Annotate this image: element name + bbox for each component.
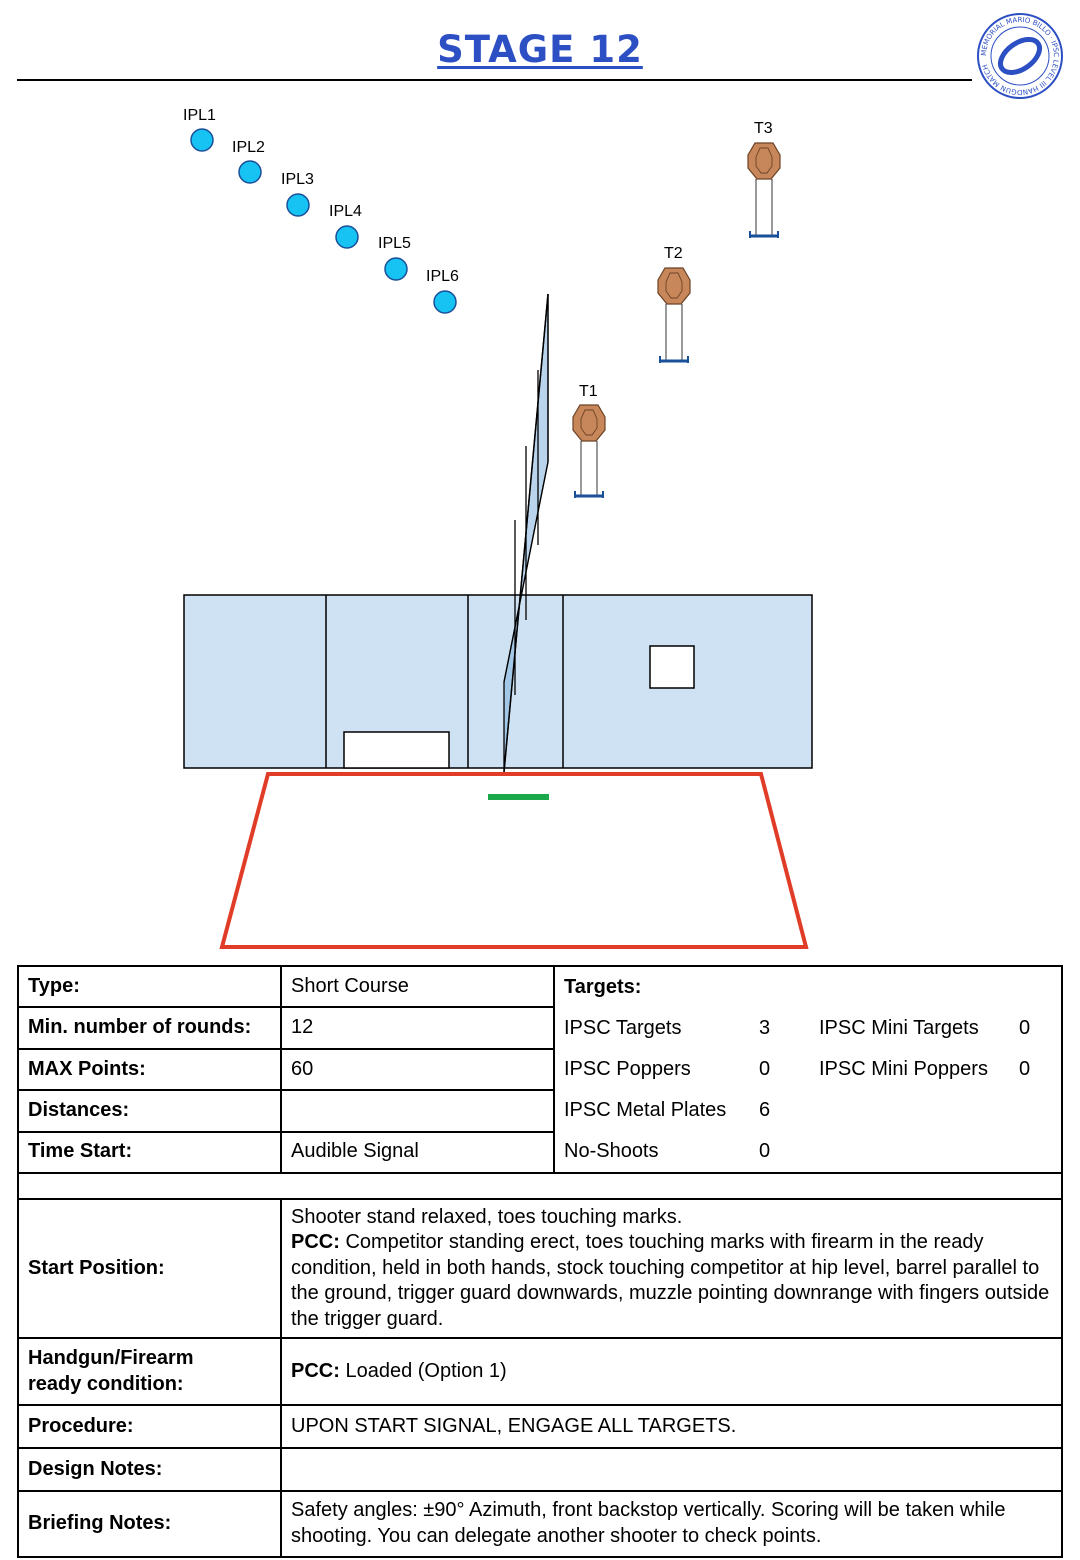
time-start-value: Audible Signal <box>281 1132 554 1173</box>
ipsc-target-t3 <box>748 120 780 238</box>
design-notes-value <box>281 1448 1062 1491</box>
briefing-notes-label: Briefing Notes: <box>18 1491 281 1557</box>
no-shoots-count: 0 <box>759 1139 771 1162</box>
time-start-label: Time Start: <box>18 1132 281 1173</box>
ipsc-targets-count: 3 <box>759 1016 771 1039</box>
type-value: Short Course <box>281 966 554 1007</box>
ready-condition-label-line2: ready condition: <box>28 1372 184 1395</box>
type-label: Type: <box>18 966 281 1007</box>
plate-label: IPL3 <box>281 171 314 188</box>
ipsc-mini-targets-count: 0 <box>1019 1016 1031 1039</box>
distances-label: Distances: <box>18 1090 281 1131</box>
spacer-row <box>18 1173 1062 1199</box>
wall-structure <box>184 595 812 768</box>
plate-label: IPL5 <box>378 235 411 252</box>
target-label: T2 <box>664 245 683 262</box>
max-points-label: MAX Points: <box>18 1049 281 1090</box>
metal-plate-ipl5 <box>378 235 411 280</box>
rounds-value: 12 <box>281 1007 554 1048</box>
metal-plates-count: 6 <box>759 1098 771 1121</box>
ipsc-poppers-count: 0 <box>759 1057 771 1080</box>
target-label: T1 <box>579 383 598 400</box>
ipsc-target-t1 <box>573 383 605 498</box>
plate-label: IPL6 <box>426 268 459 285</box>
procedure-value: UPON START SIGNAL, ENGAGE ALL TARGETS. <box>281 1405 1062 1448</box>
plate-label: IPL1 <box>183 107 216 124</box>
window-port <box>650 646 694 688</box>
pcc-label: PCC: <box>291 1359 340 1382</box>
briefing-notes-value: Safety angles: ±90° Azimuth, front backstop vertically. Scoring will be taken while shooting. You can delegate another shooter to check points. <box>281 1491 1062 1557</box>
ipsc-target-t2 <box>658 245 690 363</box>
ipsc-mini-poppers-count: 0 <box>1019 1057 1031 1080</box>
metal-plate-ipl6 <box>426 268 459 313</box>
metal-plates-label: IPSC Metal Plates <box>564 1098 727 1121</box>
ready-condition-text: Loaded (Option 1) <box>345 1359 507 1382</box>
metal-plate-ipl4 <box>329 203 362 248</box>
stage-title: STAGE 12 <box>437 28 643 71</box>
ready-condition-label-line1: Handgun/Firearm <box>28 1346 194 1369</box>
targets-label: Targets: <box>564 975 642 998</box>
start-position-line1: Shooter stand relaxed, toes touching marks. <box>291 1205 683 1228</box>
targets-cell <box>554 966 1062 1173</box>
metal-plate-ipl3 <box>281 171 314 216</box>
rounds-label: Min. number of rounds: <box>18 1007 281 1048</box>
distances-value <box>281 1090 554 1131</box>
ipsc-poppers-label: IPSC Poppers <box>564 1057 691 1080</box>
design-notes-label: Design Notes: <box>18 1448 281 1491</box>
ipsc-targets-label: IPSC Targets <box>564 1016 682 1039</box>
start-position-value <box>281 1199 1062 1338</box>
max-points-value: 60 <box>281 1049 554 1090</box>
ready-condition-value <box>281 1338 1062 1405</box>
ipsc-mini-poppers-label: IPSC Mini Poppers <box>819 1057 988 1080</box>
metal-plate-ipl2 <box>232 139 265 183</box>
ready-condition-label <box>18 1338 281 1405</box>
ipsc-mini-targets-label: IPSC Mini Targets <box>819 1016 979 1039</box>
target-label: T3 <box>754 120 773 137</box>
start-position-pcc <box>291 1230 1052 1332</box>
seal-text: MEMORIAL MARIO BILLO · IPSC LEVEL III HANDGUN MATCH <box>979 15 1061 97</box>
plate-label: IPL2 <box>232 139 265 156</box>
start-position-mark <box>488 794 549 800</box>
no-shoots-label: No-Shoots <box>564 1139 659 1162</box>
pcc-label: PCC: <box>291 1231 340 1254</box>
metal-plates <box>183 107 459 313</box>
stage-info-table <box>17 965 1063 1558</box>
metal-plate-ipl1 <box>183 107 216 151</box>
start-position-pcc-text: Competitor standing erect, toes touching marks with firearm in the ready condition, held in both hands, stock touching competitor at hip level, barrel parallel to the ground, trigger guard downwards, muzzle pointing downrange with fingers outside the trigger guard. <box>291 1231 1050 1330</box>
start-position-label: Start Position: <box>18 1199 281 1338</box>
plate-label: IPL4 <box>329 203 362 220</box>
procedure-label: Procedure: <box>18 1405 281 1448</box>
low-port <box>344 732 449 768</box>
